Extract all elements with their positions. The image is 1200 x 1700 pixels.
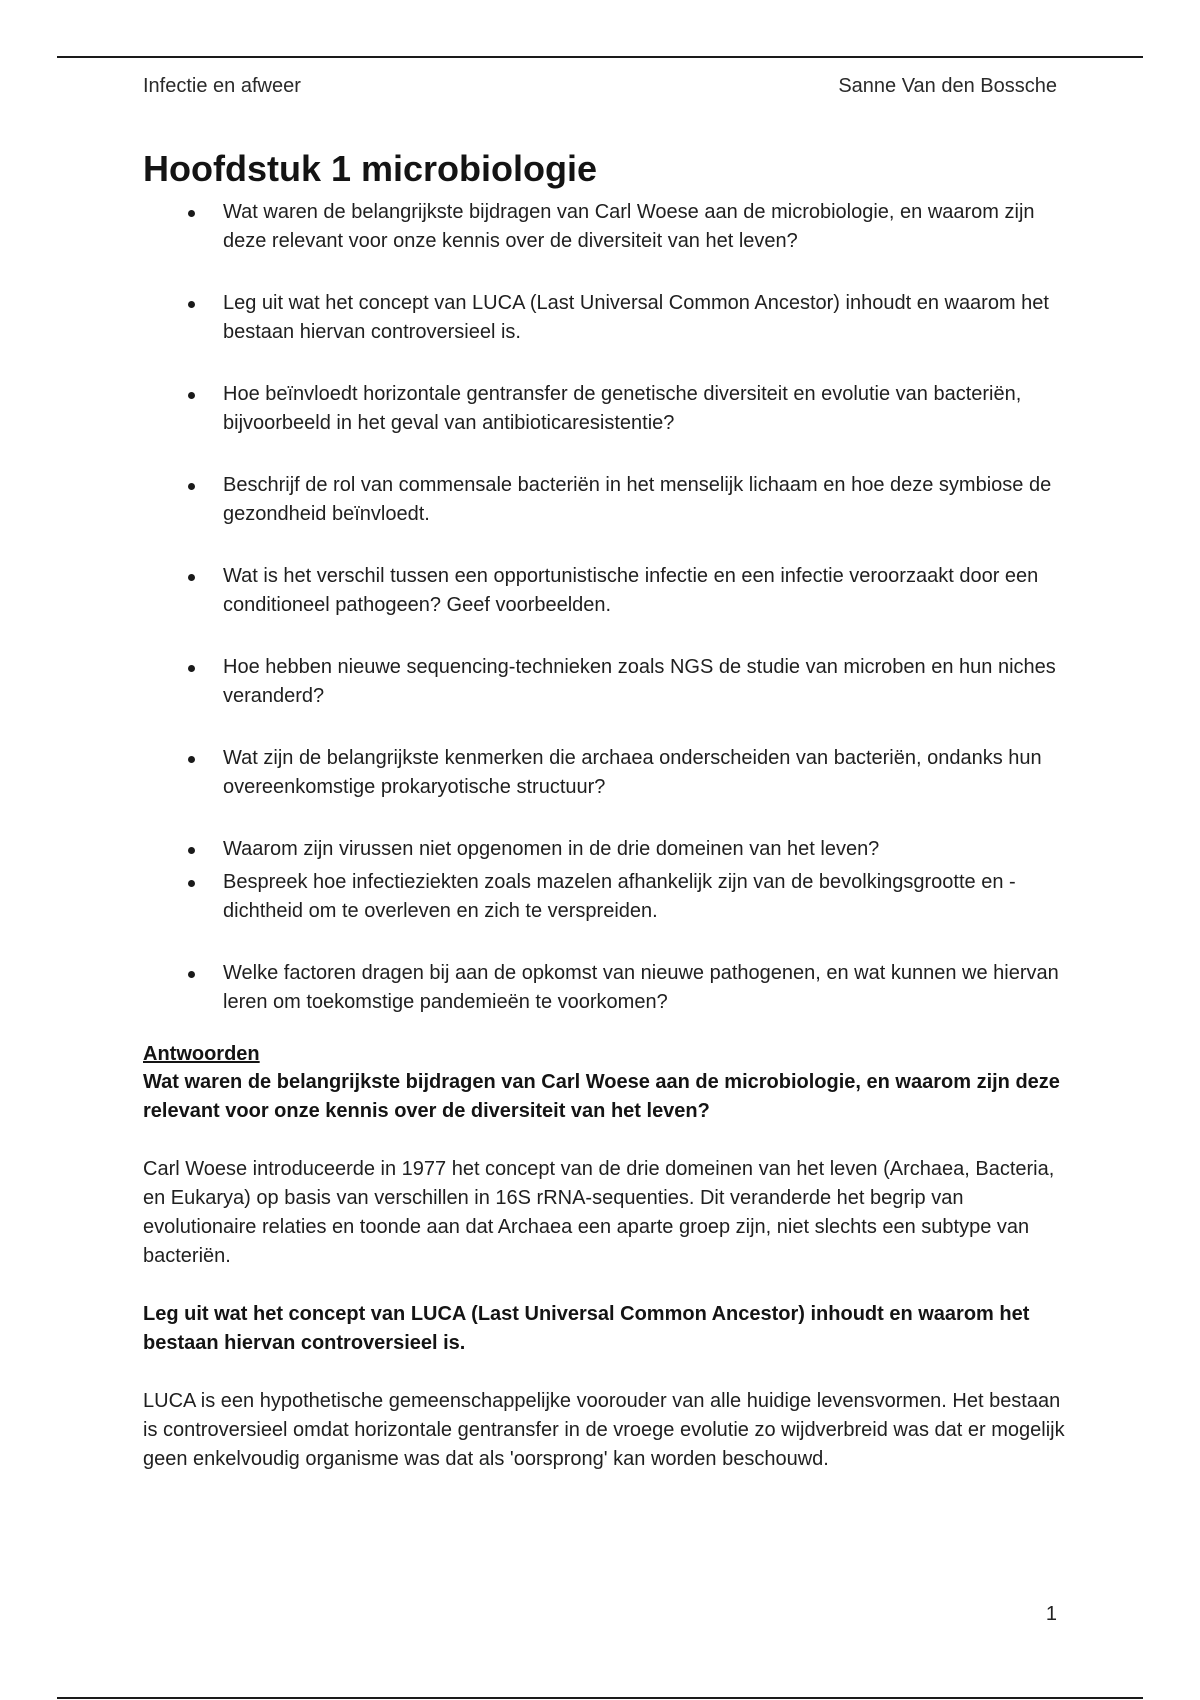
question-item: Wat zijn de belangrijkste kenmerken die archaea onderscheiden van bacteriën, ondanks hun overeenkomstige prokaryotische structuur? <box>143 744 1063 802</box>
question-item: Leg uit wat het concept van LUCA (Last Universal Common Ancestor) inhoudt en waarom het bestaan hiervan controversieel is. <box>143 289 1063 347</box>
question-item: Hoe beïnvloedt horizontale gentransfer de genetische diversiteit en evolutie van bacteriën, bijvoorbeeld in het geval van antibioticaresistentie? <box>143 380 1063 438</box>
question-item: Waarom zijn virussen niet opgenomen in de drie domeinen van het leven? <box>143 835 1063 864</box>
question-item: Bespreek hoe infectieziekten zoals mazelen afhankelijk zijn van de bevolkingsgrootte en -dichtheid om te overleven en zich te verspreiden. <box>143 868 1063 926</box>
question-item: Hoe hebben nieuwe sequencing-technieken zoals NGS de studie van microben en hun niches veranderd? <box>143 653 1063 711</box>
answer-text: LUCA is een hypothetische gemeenschappelijke voorouder van alle huidige levensvormen. Het bestaan is controversieel omdat horizontale gentransfer in de vroege evolutie zo wijdverbreid was dat er mogelijk geen enkelvoudig organisme was dat als 'oorsprong' kan worden beschouwd. <box>143 1390 1065 1470</box>
answer-question: Wat waren de belangrijkste bijdragen van Carl Woese aan de microbiologie, en waarom zijn deze relevant voor onze kennis over de diversiteit van het leven? <box>143 1071 1060 1122</box>
header-rule <box>57 56 1143 58</box>
page-number: 1 <box>1045 1603 1057 1625</box>
answers-heading: Antwoorden <box>143 1043 260 1065</box>
answers-section <box>143 1040 1073 1503</box>
answer-text: Carl Woese introduceerde in 1977 het concept van de drie domeinen van het leven (Archaea, Bacteria, en Eukarya) op basis van verschillen in 16S rRNA-sequenties. Dit veranderde het begrip van evolutionaire relaties en toonde aan dat Archaea een aparte groep zijn, niet slechts een subtype van bacteriën. <box>143 1158 1055 1267</box>
header-course-title: Infectie en afweer <box>143 75 301 97</box>
question-item: Wat waren de belangrijkste bijdragen van Carl Woese aan de microbiologie, en waarom zijn deze relevant voor onze kennis over de diversiteit van het leven? <box>143 198 1063 256</box>
question-item: Wat is het verschil tussen een opportunistische infectie en een infectie veroorzaakt door een conditioneel pathogeen? Geef voorbeelden. <box>143 562 1063 620</box>
question-list <box>143 198 1063 1017</box>
answer-question: Leg uit wat het concept van LUCA (Last Universal Common Ancestor) inhoudt en waarom het bestaan hiervan controversieel is. <box>143 1303 1030 1354</box>
question-item: Welke factoren dragen bij aan de opkomst van nieuwe pathogenen, en wat kunnen we hiervan leren om toekomstige pandemieën te voorkomen? <box>143 959 1063 1017</box>
header-author: Sanne Van den Bossche <box>838 75 1057 97</box>
footer-rule <box>57 1697 1143 1699</box>
page-title: Hoofdstuk 1 microbiologie <box>143 148 598 189</box>
question-item: Beschrijf de rol van commensale bacteriën in het menselijk lichaam en hoe deze symbiose de gezondheid beïnvloedt. <box>143 471 1063 529</box>
